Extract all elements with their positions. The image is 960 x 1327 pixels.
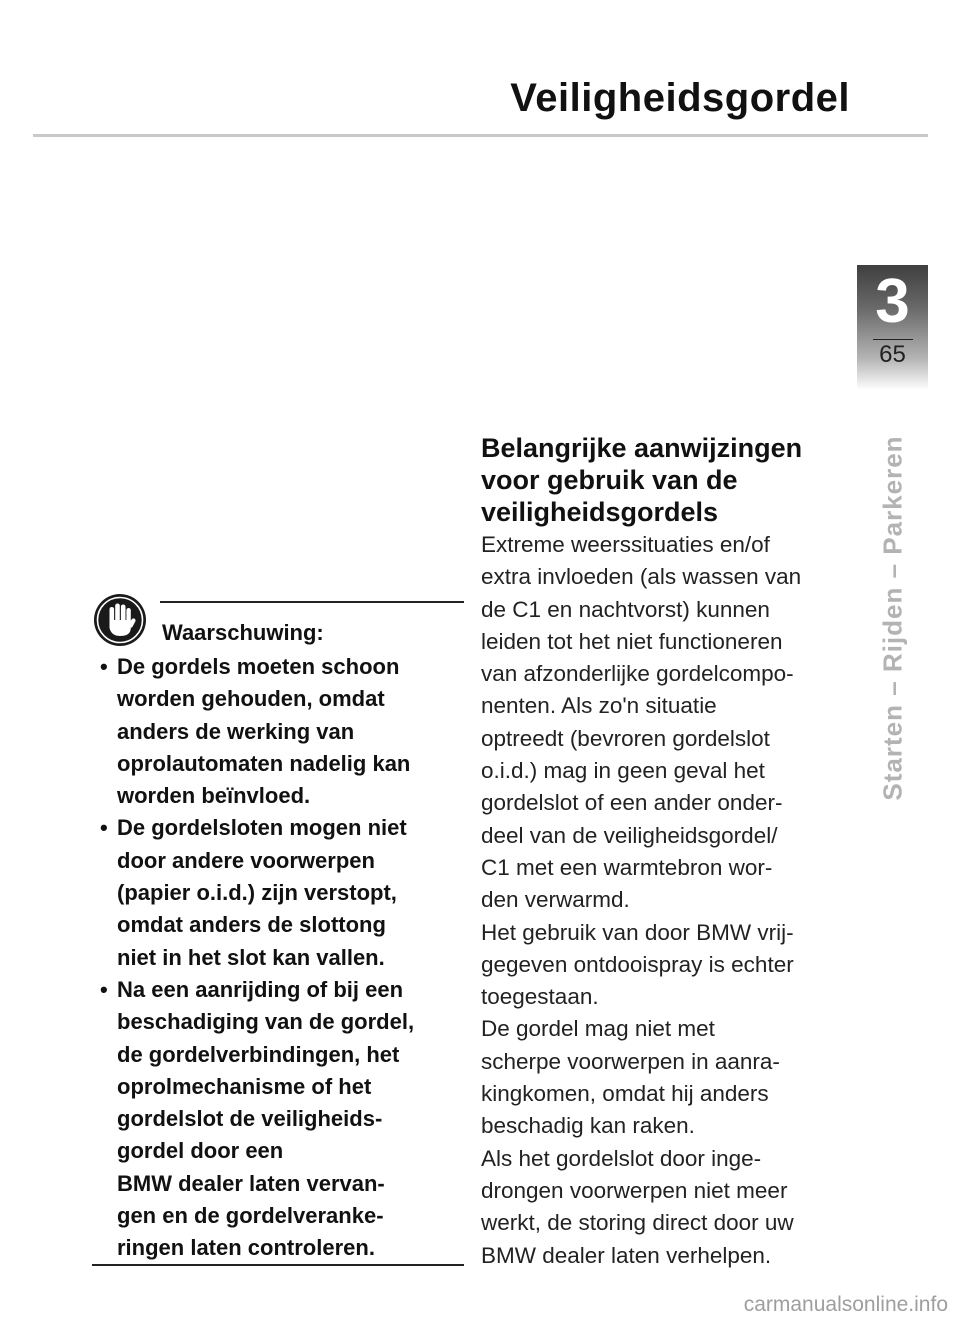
- body-line: o.i.d.) mag in geen geval het: [481, 758, 765, 784]
- stop-hand-icon: [92, 592, 148, 648]
- warning-line: de gordelverbindingen, het: [117, 1041, 400, 1067]
- warning-line: niet in het slot kan vallen.: [117, 944, 385, 970]
- warning-line: De gordelsloten mogen niet: [117, 815, 407, 841]
- page-title: Veiligheidsgordel: [510, 76, 850, 120]
- watermark-link[interactable]: carmanualsonline.info: [743, 1293, 948, 1316]
- body-line: werkt, de storing direct door uw: [481, 1210, 794, 1236]
- warning-line: gen en de gordelveranke-: [117, 1203, 384, 1229]
- chapter-number: 3: [875, 267, 910, 336]
- body-line: extra invloeden (als wassen van: [481, 564, 802, 590]
- body-line: Extreme weerssituaties en/of: [481, 532, 770, 557]
- warning-item: [100, 651, 475, 812]
- heading-line: voor gebruik van de: [481, 465, 738, 495]
- warning-line: anders de werking van: [117, 718, 355, 744]
- warning-line: BMW dealer laten vervan-: [117, 1170, 385, 1196]
- body-line: gegeven ontdooispray is echter: [481, 951, 794, 977]
- body-line: van afzonderlijke gordelcompo-: [481, 661, 794, 687]
- header-divider: [33, 134, 928, 137]
- body-line: drongen voorwerpen niet meer: [481, 1177, 788, 1203]
- body-line: deel van de veiligheidsgordel/: [481, 822, 778, 848]
- page-number: 65: [879, 341, 906, 368]
- warning-line: (papier o.i.d.) zijn verstopt,: [117, 880, 397, 906]
- heading-line: veiligheidsgordels: [481, 497, 719, 527]
- warning-title: Waarschuwing:: [162, 620, 324, 645]
- warning-item: [100, 812, 475, 973]
- chapter-side-label: Starten – Rijden – Parkeren: [877, 435, 908, 801]
- body-line: C1 met een warmtebron wor-: [481, 854, 773, 880]
- warning-line: Na een aanrijding of bij een: [117, 976, 404, 1002]
- bullet-icon: •: [100, 976, 108, 1002]
- warning-line: oprolautomaten nadelig kan: [117, 750, 411, 776]
- body-line: den verwarmd.: [481, 887, 630, 913]
- bullet-icon: •: [100, 815, 108, 841]
- warning-line: beschadiging van de gordel,: [117, 1009, 415, 1035]
- chapter-divider: [873, 339, 913, 340]
- warning-list: [100, 651, 475, 1265]
- warning-line: worden gehouden, omdat: [117, 686, 385, 712]
- section-body: [481, 529, 861, 1272]
- warning-line: omdat anders de slottong: [117, 912, 386, 938]
- body-line: Het gebruik van door BMW vrij-: [481, 919, 794, 945]
- body-line: nenten. Als zo'n situatie: [481, 693, 717, 719]
- body-line: optreedt (bevroren gordelslot: [481, 725, 770, 751]
- body-line: Als het gordelslot door inge-: [481, 1145, 762, 1171]
- heading-line: Belangrijke aanwijzingen: [481, 433, 803, 463]
- warning-line: door andere voorwerpen: [117, 847, 375, 873]
- chapter-tab: [857, 265, 928, 390]
- body-line: toegestaan.: [481, 984, 599, 1010]
- body-line: De gordel mag niet met: [481, 1016, 715, 1042]
- warning-line: oprolmechanisme of het: [117, 1073, 372, 1099]
- warning-line: gordelslot de veiligheids-: [117, 1106, 383, 1132]
- body-line: leiden tot het niet functioneren: [481, 628, 783, 654]
- body-line: beschadig kan raken.: [481, 1113, 695, 1139]
- warning-top-rule: [160, 601, 464, 603]
- warning-bottom-rule: [92, 1264, 464, 1266]
- body-line: kingkomen, omdat hij anders: [481, 1081, 769, 1107]
- section-heading: [481, 432, 861, 528]
- warning-line: De gordels moeten schoon: [117, 654, 400, 679]
- warning-line: ringen laten controleren.: [117, 1235, 375, 1261]
- body-line: gordelslot of een ander onder-: [481, 790, 783, 816]
- body-line: scherpe voorwerpen in aanra-: [481, 1048, 780, 1074]
- warning-line: gordel door een: [117, 1138, 284, 1164]
- warning-item: [100, 974, 475, 1265]
- warning-line: worden beïnvloed.: [117, 783, 311, 809]
- body-line: BMW dealer laten verhelpen.: [481, 1242, 772, 1268]
- bullet-icon: •: [100, 654, 108, 679]
- body-line: de C1 en nachtvorst) kunnen: [481, 596, 770, 622]
